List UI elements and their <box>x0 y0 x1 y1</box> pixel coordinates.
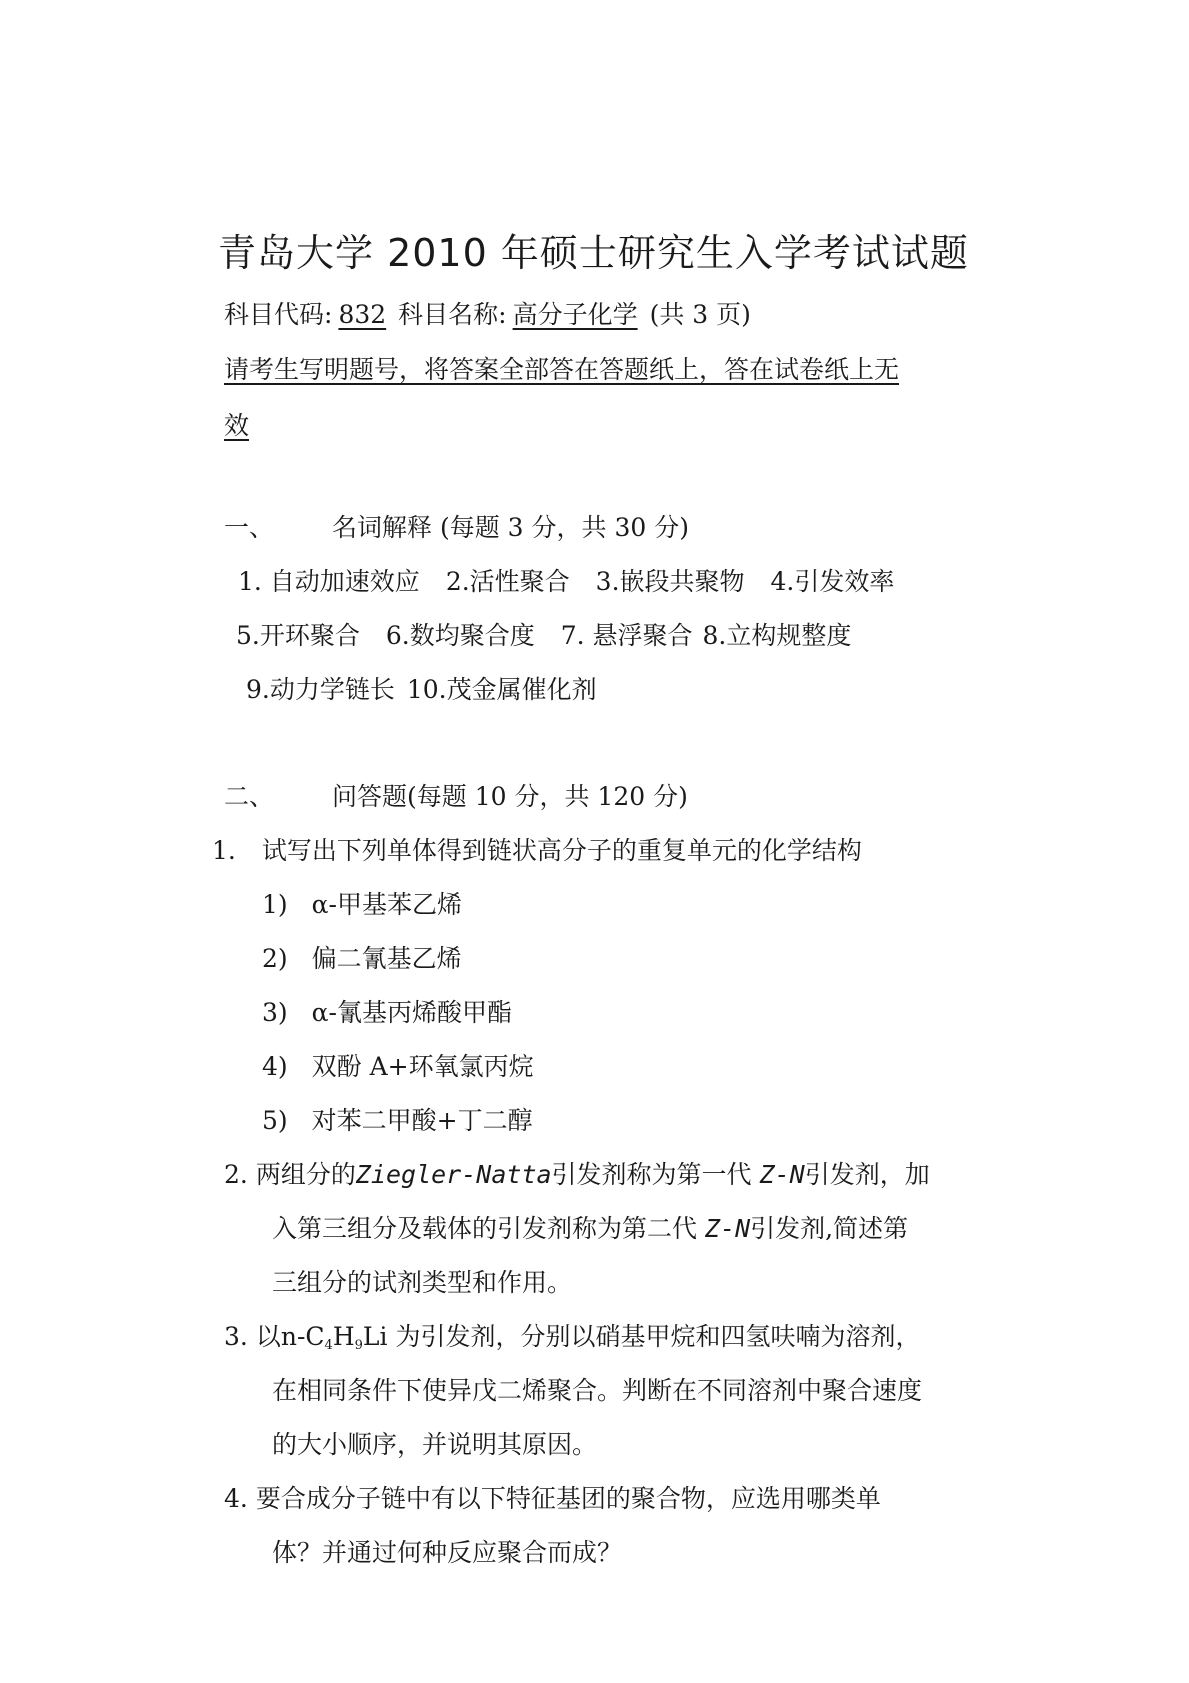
term-item: 8.立构规整度 <box>702 621 852 650</box>
question-3 <box>224 1324 920 1352</box>
question-4-text: 要合成分子链中有以下特征基团的聚合物，应选用哪类单 <box>255 1484 881 1513</box>
term-row-3 <box>246 677 597 702</box>
sub-text: α-氰基丙烯酸甲酯 <box>311 998 513 1027</box>
q3-sub-9: 9 <box>354 1338 363 1353</box>
section2-heading-row <box>224 784 688 809</box>
question-2-line-3: 三组分的试剂类型和作用。 <box>272 1268 573 1297</box>
section1-number: 一、 <box>224 513 275 542</box>
section1-heading: 名词解释 (每题 3 分，共 30 分) <box>332 513 689 542</box>
question-2 <box>224 1162 930 1187</box>
subject-name: 高分子化学 <box>512 300 638 329</box>
q2-ziegler-natta: Ziegler-Natta <box>355 1160 552 1189</box>
sub-number: 4) <box>262 1052 288 1081</box>
term-item: 5.开环聚合 <box>236 621 360 650</box>
term-row-1 <box>238 569 894 594</box>
subject-code-label: 科目代码: <box>224 300 333 329</box>
q2-zn: Z-N <box>705 1214 751 1243</box>
term-item: 4.引发效率 <box>770 567 895 596</box>
q1-sub-1 <box>262 892 462 917</box>
sub-number: 5) <box>262 1106 288 1135</box>
subject-line <box>224 302 751 327</box>
sub-text: 双酚 A+环氧氯丙烷 <box>311 1052 534 1081</box>
q2-line2-text-1: 入第三组分及载体的引发剂称为第二代 <box>272 1214 698 1243</box>
sub-number: 1) <box>262 890 288 919</box>
term-item: 6.数均聚合度 <box>385 621 535 650</box>
sub-text: 偏二氰基乙烯 <box>311 944 462 973</box>
notice-line-1: 请考生写明题号，将答案全部答在答题纸上，答在试卷纸上无 <box>224 355 900 384</box>
q2-text-2: 引发剂称为第一代 <box>551 1160 752 1189</box>
term-item: 2.活性聚合 <box>445 567 570 596</box>
q3-text: Li 为引发剂，分别以硝基甲烷和四氢呋喃为溶剂， <box>362 1322 921 1351</box>
section1-heading-row <box>224 515 689 540</box>
question-1-number: 1. <box>212 836 236 865</box>
q1-sub-4 <box>262 1054 534 1079</box>
pages-note: (共 3 页) <box>649 300 751 329</box>
section2-number: 二、 <box>224 782 275 811</box>
exam-title: 青岛大学 2010 年硕士研究生入学考试试题 <box>218 231 969 275</box>
term-row-2 <box>236 623 851 648</box>
q2-text-3: 引发剂，加 <box>804 1160 930 1189</box>
question-3-number: 3. <box>224 1322 248 1351</box>
question-3-line-2: 在相同条件下使异戊二烯聚合。判断在不同溶剂中聚合速度 <box>272 1376 923 1405</box>
q2-zn: Z-N <box>759 1160 805 1189</box>
sub-number: 3) <box>262 998 288 1027</box>
question-4-number: 4. <box>224 1484 248 1513</box>
term-item: 7. 悬浮聚合 <box>560 621 693 650</box>
term-item: 3.嵌段共聚物 <box>595 567 745 596</box>
question-2-line-2 <box>272 1216 908 1241</box>
question-1 <box>212 838 862 863</box>
q3-sub-4: 4 <box>324 1338 333 1353</box>
q3-formula-h: H <box>332 1322 355 1351</box>
q1-sub-5 <box>262 1108 533 1133</box>
q2-text-1: 两组分的 <box>255 1160 356 1189</box>
question-2-number: 2. <box>224 1160 248 1189</box>
term-item: 10.茂金属催化剂 <box>406 675 597 704</box>
sub-text: α-甲基苯乙烯 <box>311 890 463 919</box>
sub-number: 2) <box>262 944 288 973</box>
question-4-line-2: 体？并通过何种反应聚合而成？ <box>272 1538 623 1567</box>
sub-text: 对苯二甲酸+丁二醇 <box>311 1106 533 1135</box>
term-item: 1. 自动加速效应 <box>238 567 420 596</box>
q1-sub-2 <box>262 946 462 971</box>
term-item: 9.动力学链长 <box>246 675 395 704</box>
question-4 <box>224 1486 881 1511</box>
section2-heading: 问答题(每题 10 分，共 120 分) <box>332 782 688 811</box>
subject-code: 832 <box>338 300 387 329</box>
subject-name-label: 科目名称: <box>398 300 507 329</box>
q2-line2-text-2: 引发剂,简述第 <box>750 1214 909 1243</box>
q1-sub-3 <box>262 1000 512 1025</box>
notice-line-2: 效 <box>224 411 250 440</box>
q3-formula-prefix: 以n-C <box>255 1322 325 1351</box>
question-3-line-3: 的大小顺序，并说明其原因。 <box>272 1430 598 1459</box>
question-1-text: 试写出下列单体得到链状高分子的重复单元的化学结构 <box>261 836 862 865</box>
